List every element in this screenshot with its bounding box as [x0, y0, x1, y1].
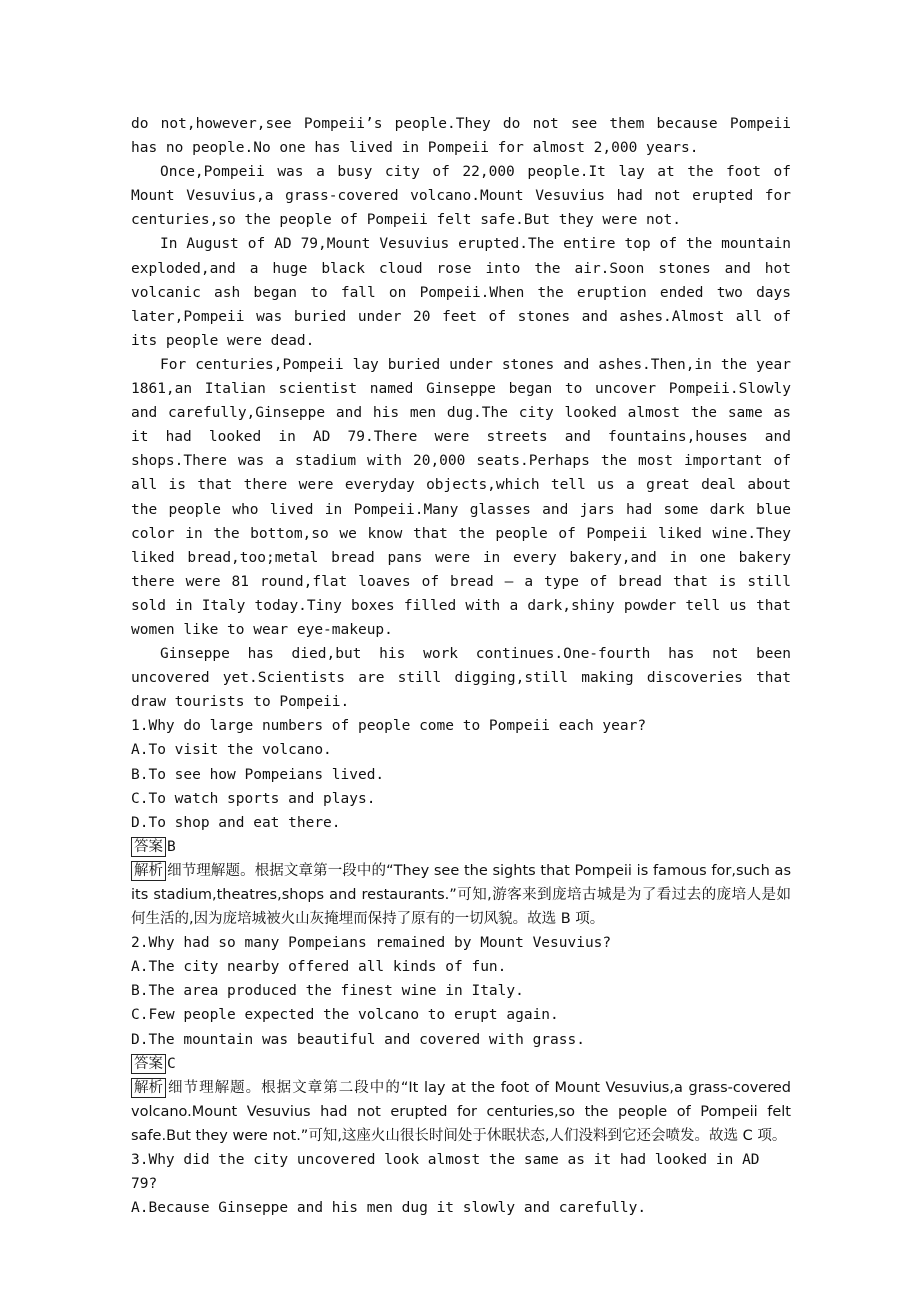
- question-option: A.Because Ginseppe and his men dug it slowly and carefully.: [131, 1200, 647, 1217]
- question-option: B.The area produced the finest wine in Italy.: [131, 983, 524, 1000]
- passage-paragraph: do not,however,see Pompeii’s people.They do not see them because Pompeii has no people.No one has lived in Pompeii for almost 2,000 years.: [131, 116, 800, 157]
- document-page: [131, 112, 800, 1220]
- passage-paragraph: In August of AD 79,Mount Vesuvius erupted.The entire top of the mountain exploded,and a huge black cloud rose into the air.Soon stones and hot volcanic ash began to fall on Pompeii.When the eruption ended two days later,Pompeii was buried under 20 feet of stones and ashes.Almost all of its people were dead.: [131, 236, 800, 349]
- passage-paragraph: For centuries,Pompeii lay buried under stones and ashes.Then,in the year 1861,an Italian scientist named Ginseppe began to uncover Pompeii.Slowly and carefully,Ginseppe and his men dug.The city looked almost the same as it had looked in AD 79.There were streets and fountains,houses and shops.There was a stadium with 20,000 seats.Perhaps the most important of all is that there were everyday objects,which tell us a great deal about the people who lived in Pompeii.Many glasses and jars had some dark blue color in the bottom,so we know that the people of Pompeii liked wine.They liked bread,too;metal bread pans were in every bakery,and in one bakery there were 81 round,flat loaves of bread — a type of bread that is still sold in Italy today.Tiny boxes filled with a dark,shiny powder tell us that women like to wear eye-makeup.: [131, 356, 800, 638]
- question-option: A.The city nearby offered all kinds of fun.: [131, 959, 507, 976]
- answer-value: B: [167, 838, 176, 855]
- analysis-line: [131, 1076, 796, 1148]
- question-option: A.To visit the volcano.: [131, 742, 332, 759]
- question-option: C.To watch sports and plays.: [131, 790, 376, 807]
- answer-line: [131, 1052, 791, 1076]
- question-option: B.To see how Pompeians lived.: [131, 766, 385, 783]
- answer-value: C: [167, 1055, 176, 1072]
- question-option: D.To shop and eat there.: [131, 814, 341, 831]
- question-stem: 1.Why do large numbers of people come to Pompeii each year?: [131, 718, 647, 735]
- analysis-tag: 解析: [131, 1078, 166, 1098]
- analysis-tag: 解析: [131, 861, 166, 881]
- question-stem: 3.Why did the city uncovered look almost the same as it had looked in AD 79?: [131, 1152, 769, 1193]
- answer-tag: 答案: [131, 1054, 166, 1074]
- analysis-line: [131, 859, 796, 931]
- answer-tag: 答案: [131, 837, 166, 857]
- analysis-text: 细节理解题。根据文章第二段中的“It lay at the foot of Mount Vesuvius,a grass-covered volcano.Mount Vesuvius had not erupted for centuries,so the people of Pompeii felt safe.But they were not.”可知,这座火山很长时间处于休眠状态,人们没料到它还会喷发。故选 C 项。: [131, 1079, 796, 1144]
- answer-line: [131, 835, 791, 859]
- question-stem: 2.Why had so many Pompeians remained by Mount Vesuvius?: [131, 935, 612, 952]
- passage-paragraph: Ginseppe has died,but his work continues.One-fourth has not been uncovered yet.Scientists are still digging,still making discoveries that draw tourists to Pompeii.: [131, 646, 800, 711]
- question-option: D.The mountain was beautiful and covered with grass.: [131, 1031, 585, 1048]
- passage-paragraph: Once,Pompeii was a busy city of 22,000 people.It lay at the foot of Mount Vesuvius,a grass-covered volcano.Mount Vesuvius had not erupted for centuries,so the people of Pompeii felt safe.But they were not.: [131, 164, 800, 229]
- question-option: C.Few people expected the volcano to erupt again.: [131, 1007, 559, 1024]
- analysis-text: 细节理解题。根据文章第一段中的“They see the sights that Pompeii is famous for,such as its stadium,theatres,shops and restaurants.”可知,游客来到庞培古城是为了看过去的庞培人是如何生活的,因为庞培城被火山灰掩埋而保持了原有的一切风貌。故选 B 项。: [131, 862, 796, 928]
